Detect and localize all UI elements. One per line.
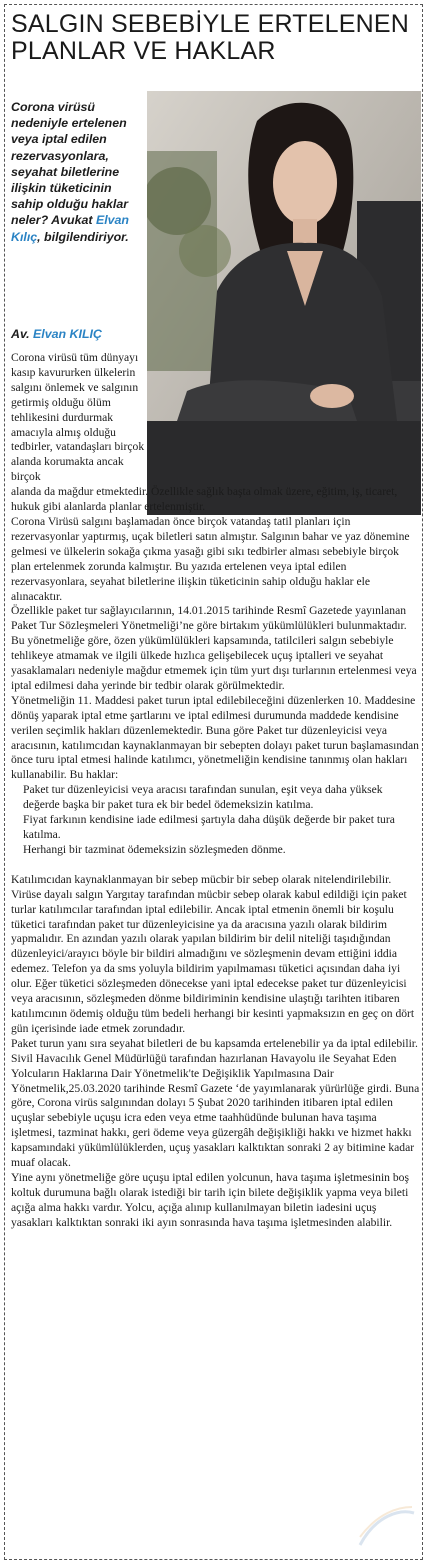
byline-prefix: Av. <box>11 327 34 341</box>
article-lead <box>11 99 147 245</box>
paragraph-5: Katılımcıdan kaynaklanmayan bir sebep mücbir bir sebep olarak nitelendirilebilir. Virüse dayalı salgın Yargıtay tarafından mücbir sebep olarak kabul edildiği için paket turlar katılımcılar tarafından iptal edilebilir. Ancak iptal etmenin önemli bir koşulu tüketici tarafından paket tur düzenleyicisine ya da aracısına yazılı olarak bildirim yapmalıdır. En azından yazılı olarak yapılan bildirim bir delil niteliği taşıdığından düzenleyici/arayıcı böyle bir bildiri almadığını ve sözleşmenin devam ettiğini iddia edemez. Telefon ya da sms yoluyla bildirim yapılmaması tüketici açısından daha iyi olur. Eğer tüketici sözleşmeden dönecekse yani iptal edecekse paket tur düzenleyicisi veya aracısının, sözleşmeden dönme bildiriminin kendisine ulaştığı tarihten itibaren katılımcının ödemiş olduğu tüm bedeli herhangi bir kesinti yapmaksızın en geç on dört gün içerisinde iade etmek zorundadır. <box>11 872 415 1035</box>
paragraph-6: Paket turun yanı sıra seyahat biletleri de bu kapsamda ertelenebilir ya da iptal edilebilir. Sivil Havacılık Genel Müdürlüğü tarafından hazırlanan Havayolu ile Seyahat Eden Yolcuların Haklarına Dair Yönetmelik'te Değişiklik Yapılmasına Dair Yönetmelik,25.03.2020 tarihinde Resmî Gazete ‘de yayımlanarak yürürlüğe girdi. Buna göre, Corona virüs salgınından dolayı 5 Şubat 2020 tarihinden itibaren iptal edilen uçuşlar sebebiyle uçuşu icra eden veya etme taahhüdünde bulunan hava taşıma işletmesi, tazminat hakkı, geri ödeme veya güzergâh değişikliği hakkı ve hizmet hakkı kapsamındaki yükümlülüklerden, uçuş yasakları kalktıktan sonraki 2 ay bitimine kadar muaf olacak. <box>11 1036 420 1170</box>
headline-line-2: PLANLAR VE HAKLAR <box>11 37 276 65</box>
author-byline <box>11 327 151 341</box>
paragraph-7: Yine aynı yönetmeliğe göre uçuşu iptal edilen yolcunun, hava taşıma işletmesinin boş koltuk durumuna bağlı olarak istediği bir tarih için bilete değişiklik yapma veya bileti açığa alma hakkı vardır. Yolcu, açığa alınıp kullanılmayan biletin iadesini uçuş yasakları kalktıktan sonraki iki ayın sonrasında hava taşıma işletmesinden alabilir. <box>11 1170 409 1229</box>
lead-text: Corona virüsü nedeniyle ertelenen veya iptal edilen rezervasyonlara, seyahat biletlerine ilişkin tüketicinin sahip olduğu haklar neler? Avukat <box>11 100 129 228</box>
lead-author-name: Elvan Kılıç <box>11 213 129 244</box>
paragraph-4: Yönetmeliğin 11. Maddesi paket turun iptal edilebileceğini düzenlerken 10. Maddesine dönüş yaparak iptal etme şartlarını ve iptal edilmesi durumunda maddede kendisine verilen seçimlik hakları düzenlemektedir. Buna göre Paket tur düzenleyicisi veya aracısının, katılımcıdan kaynaklanmayan bir sebepten dolayı paket turun başlamasından önce turu iptal etmesi halinde katılımcı, yönetmeliğin kendisine tanınmış olan hakları kullanabilir. Bu haklar: <box>11 693 419 782</box>
rights-item-1: Paket tur düzenleyicisi veya aracısı tarafından sunulan, eşit veya daha yüksek değerde başka bir paket tura ek bir bedel ödemeksizin katılma. <box>23 783 383 812</box>
rights-item-3: Herhangi bir tazminat ödemeksizin sözleşmeden dönme. <box>23 842 286 856</box>
paragraph-2: Corona Virüsü salgını başlamadan önce birçok vatandaş tatil planları için rezervasyonlar yaptırmış, uçak biletleri satın almıştır. Salgının bahar ve yaz dönemine gelmesi ve ülkelerin sokağa çıkma yasağı gibi sıkı tedbirler alması sebebiyle birçok plan ertelenmek zorunda kalmıştır. Bu yazıda ertelenen veya iptal edilen rezervasyonlara, seyahat biletlerine ilişkin tüketicinin sahip olduğu haklar ele alınacaktır. <box>11 514 410 603</box>
watermark-swoosh-icon <box>356 1505 416 1551</box>
paragraph-3: Özellikle paket tur sağlayıcılarının, 14.01.2015 tarihinde Resmî Gazetede yayınlanan Paket Tur Sözleşmeleri Yönetmeliği’ne göre birtakım yükümlülükleri bulunmaktadır. Bu yönetmeliğe göre, özen yükümlülükleri kapsamında, tatilcileri salgın sebebiyle tehlikeye atmamak ve ilgili ülkede hızlıca gelişebilecek uçuş iptalleri ve seyahat yasaklamaları nedeniyle mağdur etmemek için tüm yurt dışı turlarının ertelenmesi veya iptal edilmesi daha yerinde bir tedbir olarak görülmektedir. <box>11 604 417 692</box>
lead-text-end: , bilgilendiriyor. <box>37 229 129 244</box>
intro-paragraph-end: alanda da mağdur etmektedir. Özellikle sağlık başta olmak üzere, eğitim, iş, ticaret, hukuk gibi alanlarda planlar ertelenmiştir. <box>11 485 398 514</box>
paragraph-spacer <box>11 858 421 873</box>
rights-item-2: Fiyat farkının kendisine iade edilmesi şartıyla daha düşük değerde bir paket tura katılma. <box>23 813 395 841</box>
article-headline <box>11 11 421 65</box>
article-frame <box>4 4 423 1560</box>
article-body <box>11 351 421 1231</box>
intro-paragraph-start: Corona virüsü tüm dünyayı kasıp kavururken ülkelerin salgını önlemek ve salgının getirmiş olduğu ölüm tehlikesini durdurmak amacıyla almış olduğu tedbirler, vatandaşları birçok alanda korumakta ancak birçok <box>11 351 145 484</box>
headline-line-1: SALGIN SEBEBİYLE ERTELENEN <box>11 10 409 38</box>
byline-author-name: Elvan KILIÇ <box>33 327 102 341</box>
